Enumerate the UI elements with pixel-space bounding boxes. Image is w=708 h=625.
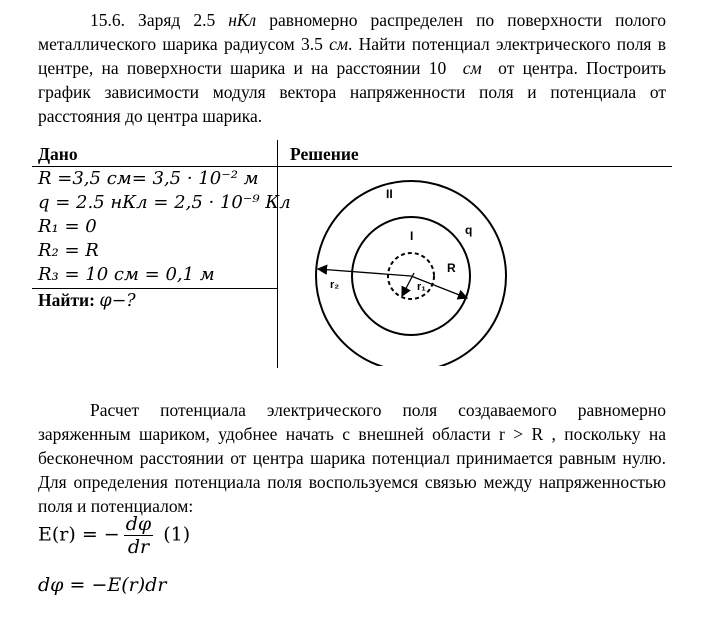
solution-table xyxy=(32,140,672,368)
charge-label: q xyxy=(465,223,473,237)
given-item: R₁ = 0 xyxy=(38,216,97,237)
r1-arrow xyxy=(402,273,414,296)
table-header-divider xyxy=(32,166,672,167)
given-item: R =3,5 см= 3,5 · 10⁻² м xyxy=(38,168,259,189)
region-outer-label: II xyxy=(386,187,393,201)
derivative-fraction: $\frac{d\varphi}{dr}$ xyxy=(125,513,152,558)
table-column-divider xyxy=(277,140,278,368)
r2-label: r₂ xyxy=(330,279,340,291)
equation-2: dφ = −E(r)dr xyxy=(38,574,167,596)
equation-number: (1) xyxy=(163,523,191,546)
explanation-paragraph: Расчет потенциала электрического поля создаваемого равномерно заряженным шариком, удобнее начать с внешней области r > R , поскольку на бесконечном расстоянии от центра шарика потенциал принимается равным нулю. Для определения потенциала поля воспользуемся связью между напряженностью поля и потенциалом: xyxy=(38,400,666,516)
solution-header: Решение xyxy=(290,144,359,164)
radius-label: R xyxy=(447,261,456,275)
equation-1: E(r) = − $\frac{d\varphi}{dr}$ (1) xyxy=(38,513,191,558)
given-item: R₃ = 10 см = 0,1 м xyxy=(38,264,215,285)
r1-label: r₁ xyxy=(417,281,426,293)
table-find-divider xyxy=(32,288,277,289)
find-value: φ−? xyxy=(99,291,136,311)
r2-arrow xyxy=(318,269,411,276)
sphere-diagram xyxy=(302,176,532,366)
given-item: R₂ = R xyxy=(38,240,99,261)
outer-circle xyxy=(316,181,506,366)
problem-statement: 15.6. Заряд 2.5 нКл равномерно распределен по поверхности полого металлического шарика радиусом 3.5 см. Найти потенциал электрического поля в центре, на поверхности шарика и на расстоянии 10 см от центра. Построить график зависимости модуля вектора напряженности поля и потенциала от расстояния до центра шарика. xyxy=(38,10,667,126)
region-inner-label: I xyxy=(410,229,414,243)
find-label: Найти: xyxy=(38,290,95,310)
given-item: q = 2.5 нКл = 2,5 · 10⁻⁹ Кл xyxy=(38,192,291,213)
problem-number: 15.6. xyxy=(90,10,125,30)
given-header: Дано xyxy=(38,144,78,164)
find-row xyxy=(38,290,136,311)
